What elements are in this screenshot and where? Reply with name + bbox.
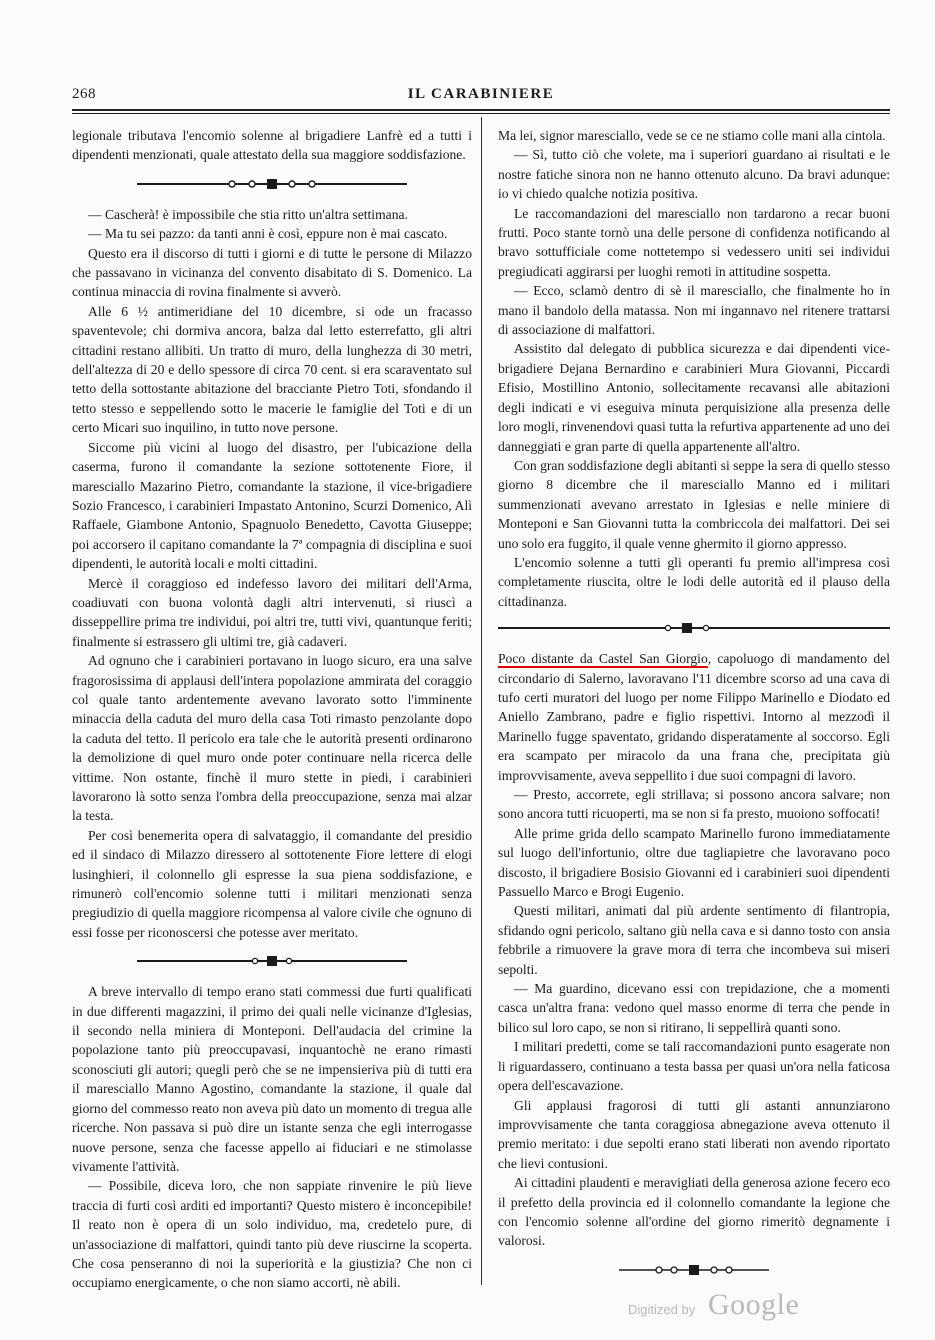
paragraph-text: , capoluogo di mandamento del circondario di Salerno, lavoravano l'11 dicembre scorso ad una cava di tufo certi muratori del luogo per nome Filippo Marinello e Diodato ed Aniello Zambrano, padre e figlio rispettivi. Intorno al mezzodì il Marinello fugge spaventato, gridando disperatamente al soccorso. Egli era scampato per miracolo da una frana che, precipitata giù improvvisamente, aveva seppellito i due suoi compagni di lavoro. bbox=[498, 651, 890, 783]
paragraph: Per così benemerita opera di salvataggio, il comandante del presidio ed il sindaco di Milazzo diressero al sottotenente Fiore lettere di elogi lusinghieri, il colonnello gli espresse la sua piena soddisfazione, e rimunerò coll'encomio solenne tutti i militari menzionati senza pregiudizio di quella maggiore ricompensa al valore civile che ognuno di essi fosse per riconoscersi che potesse aver meritato. bbox=[72, 827, 472, 940]
google-watermark bbox=[628, 1288, 828, 1324]
paragraph: — Possibile, diceva loro, che non sappiate rinvenire le più lieve traccia di furti così arditi ed importanti? Questo mistero è inconcepibile! Il reato non è opera di un solo individuo, ma, credetelo pure, di un'associazione di malfattori, quindi tanto più deve riuscirne la scoperta. Che cosa penseranno di noi la superiorità e la giustizia? Che non ci occupiamo energicamente, o che non siamo accorti, nè abili. bbox=[72, 1178, 472, 1291]
paragraph: L'encomio solenne a tutti gli operanti fu premio all'impresa così completamente riuscita, oltre le lodi delle autorità ed il plauso della cittadinanza. bbox=[498, 554, 890, 609]
article-castel-san-giorgio bbox=[498, 649, 890, 1251]
paragraph: Siccome più vicini al luogo del disastro, per l'ubicazione della caserma, furono il comandante la sezione sottotenente Fiore, il maresciallo Mazarino Pietro, comandante la stazione, il vice-brigadiere Sozio Francesco, i carabinieri Impastato Antonino, Scurzi Domenico, Alì Raffaele, Giambone Antonio, Spagnuolo Benedetto, Cavotta Giuseppe; poi accorsero il capitano comandante la 7ª compagnia di disciplina e suoi dipendenti, le autorità locali e molti cittadini. bbox=[72, 439, 472, 572]
paragraph: — Ma guardino, dicevano essi con trepidazione, che a momenti casca un'altra frana: vedono quel masso enorme di terra che pende in bilico sul loro capo, se non si ritirano, li seppellirà quanti sono. bbox=[498, 981, 890, 1035]
paragraph: Con gran soddisfazione degli abitanti si seppe la sera di quello stesso giorno 8 dicembre che il maresciallo Manno ed i militari summenzionati avevano arrestato in Iglesias e nelle miniere di Monteponi e San Giovanni tutta la combriccola dei malfattori. Dei sei uno solo era fuggito, il quale venne ghermito il giorno appresso. bbox=[498, 457, 890, 551]
end-ornament bbox=[619, 1263, 769, 1277]
left-column bbox=[72, 126, 472, 1293]
paragraph bbox=[498, 649, 890, 785]
paragraph: Alle prime grida dello scampato Marinello furono immediatamente sul luogo dell'infortunio, oltre due tagliapietre che lavoravano poco discosto, il brigadiere Bosisio Giovanni ed i carabinieri suoi dipendenti Passuello Marco e Brogi Eugenio. bbox=[498, 825, 890, 900]
section-ornament bbox=[137, 954, 407, 968]
article-iglesias bbox=[72, 982, 472, 1293]
paragraph: Alle 6 ½ antimeridiane del 10 dicembre, si ode un fracasso spaventevole; chi dormiva ancora, balza dal letto esterrefatto, gli altri cittadini restano allibiti. Un tratto di muro, della lunghezza di 30 metri, dell'altezza di 20 e dello spessore di circa 70 cent. si era scaraventato sul tetto della sottostante abitazione del bracciante Pietro Toti, sfondando il tetto stesso e seppellendo sotto le macerie le famiglie del Toti e di un certo Micari suo inquilino, in tutto nove persone. bbox=[72, 303, 472, 436]
paragraph: A breve intervallo di tempo erano stati commessi due furti qualificati in due differenti magazzini, il primo dei quali nelle vicinanze d'Iglesias, il secondo nella miniera di Monteponi. Dell'audacia del crimine la popolazione tanto più preoccupavasi, inquantochè ne erano rimasti sconosciuti gli autori; quegli però che se ne impensieriva più di tutti era il maresciallo Manno Agostino, comandante la stazione, il quale dal giorno del commesso reato non aveva più dato un momento di tregua alle ricerche. Non passava si può dire un istante senza che egli interrogasse nuove persone, senza che facesse appello ai fiduciari e ne stimolasse vivamente l'attività. bbox=[72, 984, 472, 1174]
paragraph: Ad ognuno che i carabinieri portavano in luogo sicuro, era una salve fragorosissima di applausi dell'intera popolazione ammirata del coraggio col quale tanto ardentemente avevano lavorato sotto l'imminente minaccia della caduta del muro della casa Toti rimasto penzolante dopo la caduta del tetto. Il pericolo era tale che le autorità presenti ordinarono la demolizione di quel muro onde poter continuare nella ricerca delle vittime. Non ostante, finchè il muro stette in piedi, i carabinieri lavorarono là sotto senza l'ombra della preoccupazione, senza mai alzar la testa. bbox=[72, 653, 472, 824]
highlighted-phrase: Poco distante da Castel San Giorgio bbox=[498, 651, 708, 667]
paragraph: Questo era il discorso di tutti i giorni e di tutte le persone di Milazzo che passavano in vicinanza del convento disabitato di S. Domenico. La continua minaccia di rovina finalmente si avverò. bbox=[72, 245, 472, 300]
paragraph: — Ma tu sei pazzo: da tanti anni è così, eppure non è mai cascato. bbox=[88, 226, 448, 242]
paragraph: Assistito dal delegato di pubblica sicurezza e dai dipendenti vice-brigadiere Dejana Bernardino e carabinieri Mura Giovanni, Piccardi Efisio, Mostillino Antonio, sollecitamente recavansi alle abitazioni degli indicati e vi eseguiva minuta perquisizione alla presenza delle loro mogli, rinvenendovi quasi tutta la refurtiva appartenente ad uno dei danneggiati e gran parte di quella appartenente all'altro. bbox=[498, 341, 890, 454]
watermark-google: Google bbox=[708, 1288, 800, 1321]
page-number: 268 bbox=[72, 86, 96, 102]
paragraph: Gli applausi fragorosi di tutti gli astanti annunziarono improvvisamente che tanta coraggiosa abnegazione aveva ottenuto il premio meritato: i due sepolti erano stati liberati non avendo riportato che lievi contusioni. bbox=[498, 1097, 890, 1171]
section-ornament bbox=[137, 177, 407, 191]
paragraph: legionale tributava l'encomio solenne al brigadiere Lanfrè ed a tutti i dipendenti menzionati, quale attestato della sua maggiore soddisfazione. bbox=[72, 128, 472, 163]
watermark-digitized-by: Digitized by bbox=[628, 1302, 696, 1317]
journal-title: IL CARABINIERE bbox=[407, 86, 555, 102]
paragraph: Le raccomandazioni del maresciallo non tardarono a recar buoni frutti. Poco stante tornò una delle persone di confidenza notificando al bravo sottufficiale come nottetempo si vedessero uniti sei individui pregiudicati aggirarsi per luoghi remoti in attitudine sospetta. bbox=[498, 205, 890, 279]
paragraph: Mercè il coraggioso ed indefesso lavoro dei militari dell'Arma, coadiuvati con buona volontà dagli altri intervenuti, si riuscì a disseppellire prima tre individui, poi altri tre, tutti vivi, quantunque feriti; finalmente si estrassero gli ultimi tre, già cadaveri. bbox=[72, 575, 472, 649]
header-rule-thin bbox=[72, 113, 890, 114]
page-header bbox=[72, 86, 890, 106]
header-rule bbox=[72, 109, 890, 111]
paragraph: Ma lei, signor maresciallo, vede se ce ne stiamo colle mani alla cintola. bbox=[498, 128, 886, 143]
right-column bbox=[498, 126, 890, 1291]
paragraph: — Cascherà! è impossibile che stia ritto un'altra settimana. bbox=[88, 206, 408, 222]
article-iglesias-continued bbox=[498, 126, 890, 611]
paragraph: — Presto, accorrete, egli strillava; si possono ancora salvare; non sono ancora tutti ricuoperti, ma se non si fa presto, muoiono soffocati! bbox=[498, 787, 890, 822]
paragraph: Questi militari, animati dal più ardente sentimento di filantropia, sfidando ogni pericolo, saltano giù nella cava e si danno tosto con ansia febbrile a rimuovere la grave mora di terra che incombeva sui miseri sepolti. bbox=[498, 903, 890, 977]
section-ornament bbox=[498, 621, 890, 635]
paragraph: I militari predetti, come se tali raccomandazioni punto esagerate non li riguardassero, continuano a testa bassa per quasi un'ora nella faticosa opera dell'escavazione. bbox=[498, 1039, 890, 1094]
article-milazzo bbox=[72, 205, 472, 942]
paragraph: — Ecco, sclamò dentro di sè il maresciallo, che finalmente ho in mano il bandolo della matassa. Non mi ingannavo nel ritenere trattarsi di associazione di malfattori. bbox=[498, 283, 890, 338]
column-divider bbox=[481, 117, 482, 1285]
paragraph: Ai cittadini plaudenti e meravigliati della generosa azione fecero eco il prefetto della provincia ed il colonnello comandante la legione che con l'encomio solenne all'ordine del giorno rimeritò degnamente i valorosi. bbox=[498, 1175, 890, 1249]
paragraph: — Sì, tutto ciò che volete, ma i superiori guardano ai risultati e le nostre fatiche sinora non ne hanno ottenuto alcuno. Da bravi adunque: io vi chiedo qualche notizia positiva. bbox=[498, 147, 890, 202]
